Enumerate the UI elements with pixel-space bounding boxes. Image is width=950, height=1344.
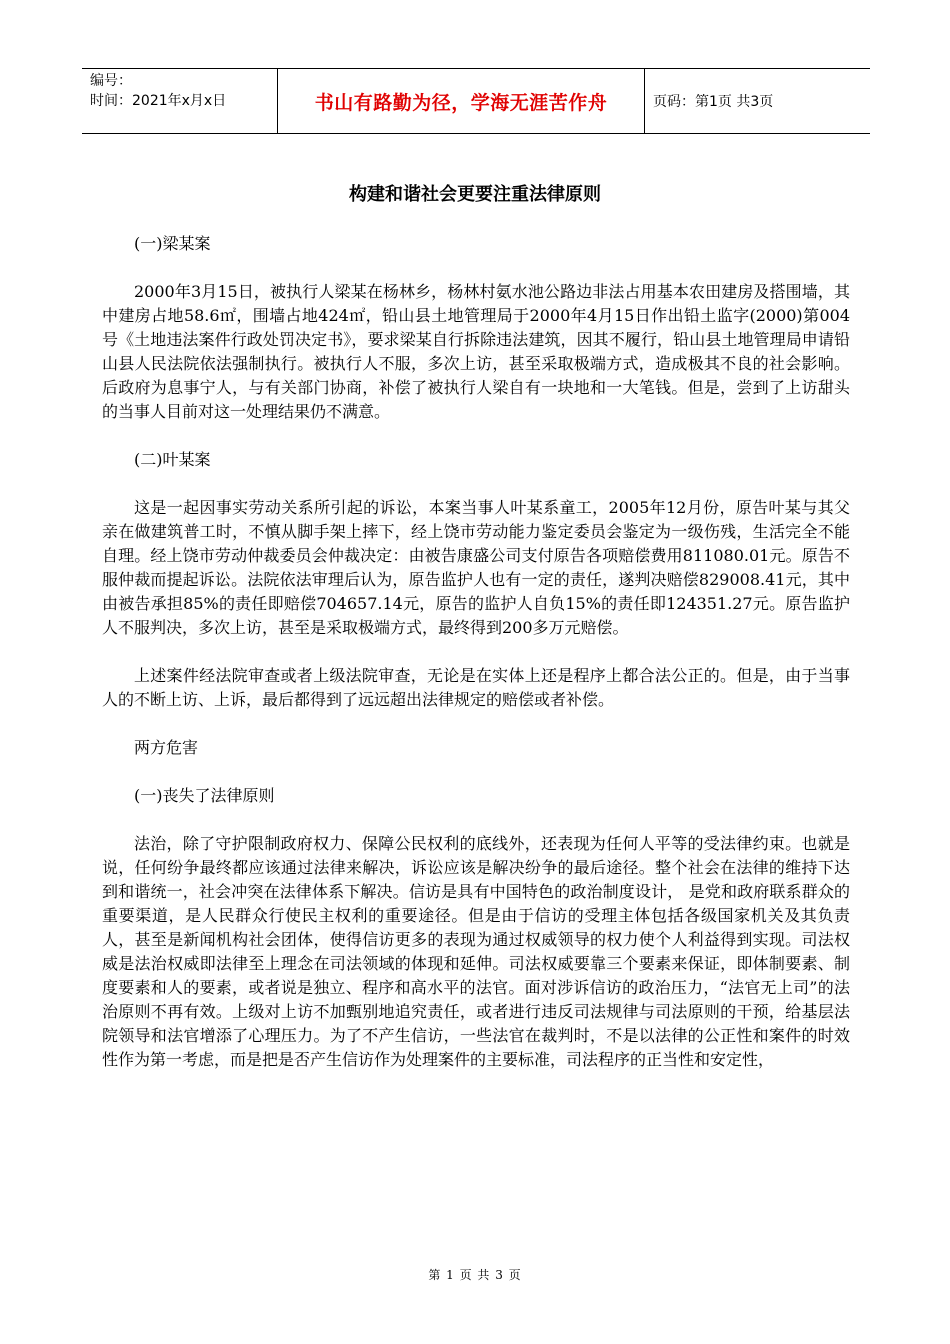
page-footer: 第 1 页 共 3 页: [428, 1268, 522, 1282]
document-number-label: 编号：: [90, 73, 132, 89]
header-page-number: 页码：第1页 共3页: [653, 94, 774, 110]
document-time-label: 时间：2021年x月x日: [90, 93, 227, 109]
paragraph-ye-case: 这是一起因事实劳动关系所引起的诉讼，本案当事人叶某系童工，2005年12月份，原告叶某与其父亲在做建筑普工时，不慎从脚手架上摔下，经上饶市劳动能力鉴定委员会鉴定为一级伤残，生活完全不能自理。经上饶市劳动仲裁委员会仲裁决定：由被告康盛公司支付原告各项赔偿费用811080.01元。原告不服仲裁而提起诉讼。法院依法审理后认为，原告监护人也有一定的责任，遂判决赔偿829008.41元，其中由被告承担85%的责任即赔偿704657.14元，原告的监护人自负15%的责任即124351.27元。原告监护人不服判决，多次上访，甚至是采取极端方式，最终得到200多万元赔偿。: [102, 498, 850, 637]
paragraph-summary: 上述案件经法院审查或者上级法院审查，无论是在实体上还是程序上都合法公正的。但是，由于当事人的不断上访、上诉，最后都得到了远远超出法律规定的赔偿或者补偿。: [102, 666, 850, 709]
section-heading-liang-case: (一)梁某案: [134, 234, 211, 253]
paragraph-rule-of-law: 法治，除了守护限制政府权力、保障公民权利的底线外，还表现为任何人平等的受法律约束。也就是说，任何纷争最终都应该通过法律来解决，诉讼应该是解决纷争的最后途径。整个社会在法律的维持下达到和谐统一，社会冲突在法律体系下解决。信访是具有中国特色的政治制度设计， 是党和政府联系群众的重要渠道，是人民群众行使民主权利的重要途径。但是由于信访的受理主体包括各级国家机关及其负责人，甚至是新闻机构社会团体，使得信访更多的表现为通过权威领导的权力使个人利益得到实现。司法权威是法治权威即法律至上理念在司法领域的体现和延伸。司法权威要靠三个要素来保证，即体制要素、制度要素和人的要素，或者说是独立、程序和高水平的法官。面对涉诉信访的政治压力，“法官无上司”的法治原则不再有效。上级对上访不加甄别地追究责任，或者进行违反司法规律与司法原则的干预，给基层法院领导和法官增添了心理压力。为了不产生信访，一些法官在裁判时，不是以法律的公正性和案件的时效性作为第一考虑，而是把是否产生信访作为处理案件的主要标准，司法程序的正当性和安定性，: [102, 834, 850, 1069]
header-page-cell: [645, 69, 870, 133]
section-heading-lost-principle: (一)丧失了法律原则: [134, 786, 275, 805]
paragraph-liang-case: 2000年3月15日，被执行人梁某在杨林乡，杨林村氨水池公路边非法占用基本农田建房及搭围墙，其中建房占地58.6㎡，围墙占地424㎡，铅山县土地管理局于2000年4月15日作出铅土监字(2000)第004号《土地违法案件行政处罚决定书》，要求梁某自行拆除违法建筑，因其不履行，铅山县土地管理局申请铅山县人民法院依法强制执行。被执行人不服，多次上访，甚至采取极端方式，造成极其不良的社会影响。后政府为息事宁人，与有关部门协商，补偿了被执行人梁自有一块地和一大笔钱。但是，尝到了上访甜头的当事人目前对这一处理结果仍不满意。: [102, 282, 850, 421]
header-motto: 书山有路勤为径，学海无涯苦作舟: [314, 91, 608, 114]
document-body: [102, 232, 850, 1096]
page-header: [82, 68, 870, 134]
section-heading-ye-case: (二)叶某案: [134, 450, 211, 469]
document-title: 构建和谐社会更要注重法律原则: [349, 184, 601, 205]
header-left-cell: [82, 69, 277, 133]
header-motto-cell: [277, 69, 645, 133]
section-heading-harms: 两方危害: [134, 738, 199, 757]
